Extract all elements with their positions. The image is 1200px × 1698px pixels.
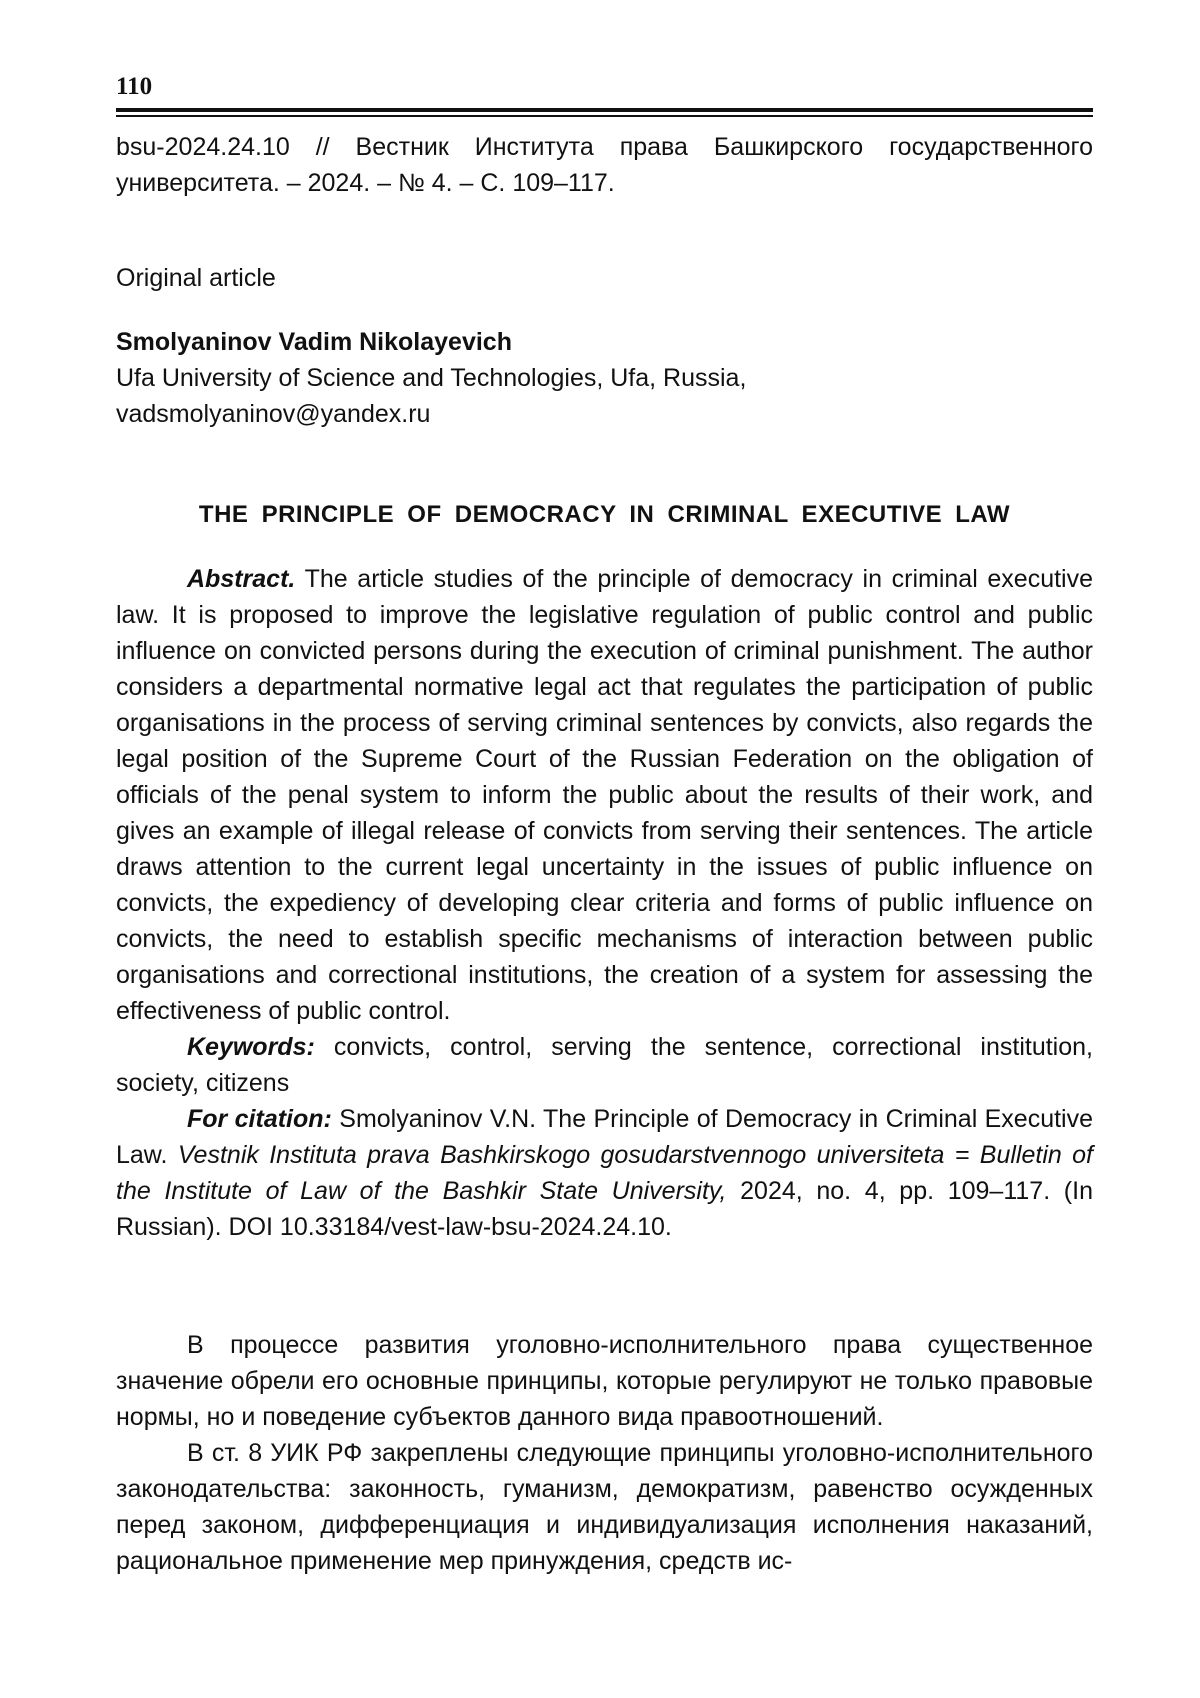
citation-text-after: 2024, no. 4, pp. 109–117. (In Russian). DOI 10.33184/vest-law-bsu-2024.24.10. xyxy=(116,1177,1093,1241)
abstract-block xyxy=(116,561,1093,1245)
header-rule-thick xyxy=(116,108,1093,112)
keywords-label: Keywords: xyxy=(187,1033,315,1061)
abstract-label: Abstract. xyxy=(187,565,296,593)
abstract-paragraph xyxy=(116,561,1093,1029)
keywords-text: convicts, control, serving the sentence, correctional institution, society, citizens xyxy=(116,1033,1093,1097)
author-name: Smolyaninov Vadim Nikolayevich xyxy=(116,328,512,356)
article-type: Original article xyxy=(116,264,276,292)
author-block xyxy=(116,324,1093,432)
page-number: 110 xyxy=(116,73,153,100)
top-citation-block xyxy=(116,129,1093,201)
body-paragraph-2: В ст. 8 УИК РФ закреплены следующие принципы уголовно-исполнительного законодательства: законность, гуманизм, демократизм, равенство осужденных перед законом, дифференциация и индивидуализация исполнения наказаний, рациональное применение мер принуждения, средств ис- xyxy=(116,1439,1093,1575)
header-rule-thin xyxy=(116,115,1093,117)
citation-journal: Vestnik Instituta prava Bashkirskogo gosudarstvennogo universiteta = Bulletin of the Institute of Law of the Bashkir State University, xyxy=(116,1141,1093,1205)
article-title: THE PRINCIPLE OF DEMOCRACY IN CRIMINAL EXECUTIVE LAW xyxy=(198,501,1011,528)
citation-label: For citation: xyxy=(187,1105,332,1133)
body-block xyxy=(116,1327,1093,1579)
top-citation: bsu-2024.24.10 // Вестник Института права Башкирского государственного университета. – 2024. – № 4. – С. 109–117. xyxy=(116,133,1093,197)
citation-paragraph xyxy=(116,1101,1093,1245)
body-paragraph-1: В процессе развития уголовно-исполнительного права существенное значение обрели его основные принципы, которые регулируют не только правовые нормы, но и поведение субъектов данного вида правоотношений. xyxy=(116,1331,1093,1431)
article-type-block xyxy=(116,260,1093,296)
author-email: vadsmolyaninov@yandex.ru xyxy=(116,400,431,428)
keywords-paragraph xyxy=(116,1029,1093,1101)
citation-text-before: Smolyaninov V.N. The Principle of Democracy in Criminal Executive Law. xyxy=(116,1105,1094,1169)
abstract-text: The article studies of the principle of democracy in criminal executive law. It is proposed to improve the legislative regulation of public control and public influence on convicted persons during the execution of criminal punishment. The author considers a departmental normative legal act that regulates the participation of public organisations in the process of serving criminal sentences by convicts, also regards the legal position of the Supreme Court of the Russian Federation on the obligation of officials of the penal system to inform the public about the results of their work, and gives an example of illegal release of convicts from serving their sentences. The article draws attention to the current legal uncertainty in the issues of public influence on convicts, the expediency of developing clear criteria and forms of public influence on convicts, the need to establish specific mechanisms of interaction between public organisations and correctional institutions, the creation of a system for assessing the effectiveness of public control. xyxy=(116,565,1094,1025)
author-affiliation: Ufa University of Science and Technologies, Ufa, Russia, xyxy=(116,364,747,392)
